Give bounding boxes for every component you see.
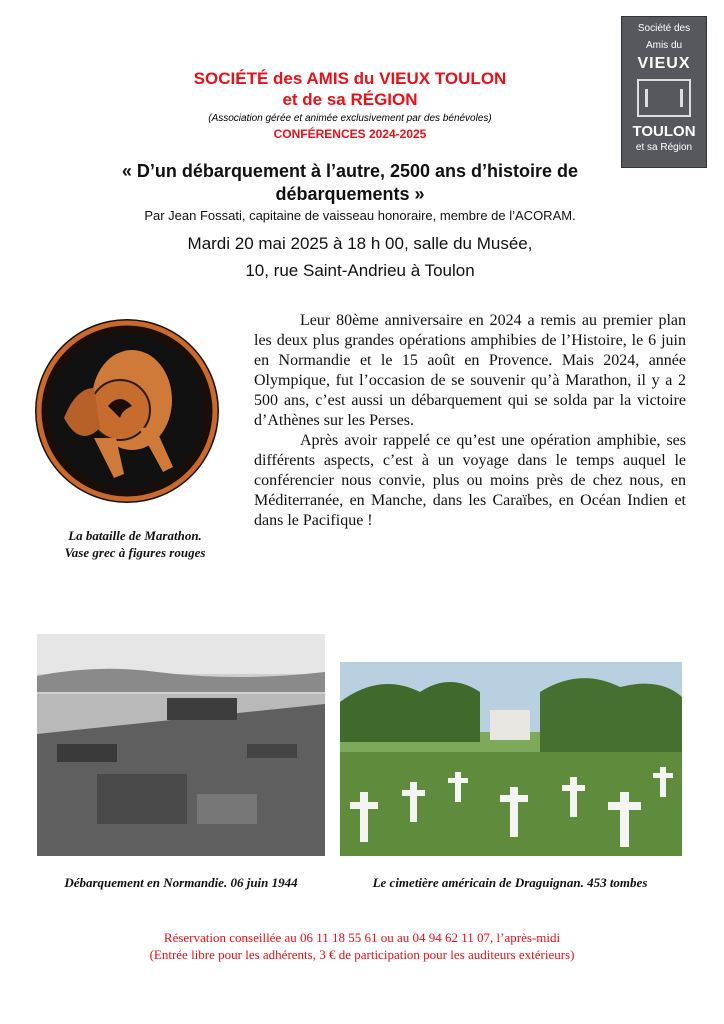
org-title (120, 68, 580, 110)
reservation-line: Réservation conseillée au 06 11 18 55 61 ou au 04 94 62 11 07, l’après-midi (163, 930, 561, 945)
logo-line1: Société des (637, 23, 691, 34)
talk-title-line2: débarquements » (275, 184, 425, 204)
normandy-landing-photo (37, 634, 325, 856)
description-text (254, 311, 686, 531)
entry-fee-line: (Entrée libre pour les adhérents, 3 € de participation pour les auditeurs extérieurs) (149, 947, 575, 962)
org-title-line1: SOCIÉTÉ des AMIS du VIEUX TOULON (193, 69, 507, 88)
address-line: 10, rue Saint-Andrieu à Toulon (245, 261, 475, 280)
logo-line3: VIEUX (637, 55, 691, 72)
draguignan-cemetery-photo (340, 662, 682, 856)
logo-line5: et sa Région (635, 142, 693, 153)
vase-caption-line1: La bataille de Marathon. (68, 528, 202, 543)
logo-line2: Amis du (645, 40, 683, 51)
talk-title-line1: « D’un débarquement à l’autre, 2500 ans d’histoire de (121, 161, 579, 181)
vase-caption-line2: Vase grec à figures rouges (64, 545, 206, 560)
vase-caption (30, 527, 240, 561)
reservation-info (60, 929, 664, 963)
association-note: (Association gérée et animée exclusivement par des bénévoles) (208, 113, 492, 124)
normandy-caption: Débarquement en Normandie. 06 juin 1944 (64, 875, 298, 890)
cemetery-caption: Le cimetière américain de Draguignan. 453 tombes (372, 875, 648, 890)
date-location (60, 230, 660, 284)
description-paragraph-1: Leur 80ème anniversaire en 2024 a remis au premier plan les deux plus grandes opérations amphibies de l’Histoire, le 6 juin en Normandie et le 15 août en Provence. Mais 2024, année Olympique, fut l’occasion de se souvenir qu’à Marathon, il y a 2 500 ans, c’est aussi un débarquement qui se solda par la victoire d’Athènes sur les Perses. (254, 312, 686, 429)
talk-title (90, 160, 610, 206)
logo-line4: TOULON (632, 123, 696, 140)
description-paragraph-2: Après avoir rappelé ce qu’est une opération amphibie, ses différents aspects, c’est à un voyage dans le temps auquel le conférencier nous convie, plus ou moins près de chez nous, en Méditerranée, en Manche, dans les Caraïbes, en Océan Indien et dans le Pacifique ! (254, 432, 686, 529)
emblem-icon (637, 79, 691, 117)
speaker-line: Par Jean Fossati, capitaine de vaisseau honoraire, membre de l’ACORAM. (144, 208, 576, 223)
greek-vase-image (34, 318, 220, 504)
date-line: Mardi 20 mai 2025 à 18 h 00, salle du Musée, (187, 234, 533, 253)
society-logo (621, 16, 707, 168)
org-title-line2: et de sa RÉGION (282, 90, 418, 109)
season-label: CONFÉRENCES 2024-2025 (273, 127, 427, 141)
